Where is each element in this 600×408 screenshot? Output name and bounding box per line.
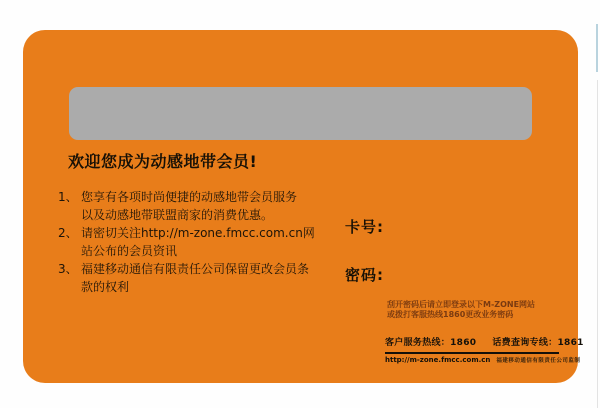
membership-card-back — [23, 30, 584, 383]
term-line: 以及动感地带联盟商家的消费优惠。 — [81, 208, 274, 222]
term-item — [58, 260, 358, 296]
card-footer — [385, 335, 584, 364]
term-line: 站公布的会员资讯 — [81, 244, 178, 258]
card-number-label: 卡号: — [345, 218, 384, 236]
service-hotline-number: 1860 — [450, 338, 477, 348]
term-line: 请密切关注http://m-zone.fmcc.com.cn网 — [81, 226, 315, 240]
term-line: 您享有各项时尚便捷的动感地带会员服务 — [81, 190, 298, 204]
scratch-notice-line: 刮开密码后请立即登录以下M-ZONE网站 — [387, 300, 536, 309]
term-number: 3、 — [58, 262, 78, 276]
scan-edge-artifact — [596, 24, 598, 72]
signature-scratch-stripe — [69, 87, 532, 140]
hotline-line — [385, 335, 584, 348]
credential-fields — [345, 216, 384, 285]
website-url: http://m-zone.fmcc.com.cn — [385, 356, 491, 364]
term-number: 2、 — [58, 226, 78, 240]
website-line — [385, 356, 581, 364]
query-hotline-label: 话费查询专线： — [492, 338, 558, 348]
term-text — [81, 260, 358, 296]
scan-edge-artifact — [597, 80, 598, 408]
term-line: 福建移动通信有限责任公司保留更改会员条 — [81, 262, 310, 276]
term-line: 款的权利 — [81, 280, 130, 294]
term-number: 1、 — [58, 190, 78, 204]
term-item — [58, 224, 358, 260]
term-text — [81, 224, 358, 260]
terms-list — [58, 188, 358, 296]
term-item — [58, 188, 358, 224]
service-hotline-label: 客户服务热线： — [385, 338, 451, 348]
password-label: 密码: — [345, 266, 384, 284]
welcome-title: 欢迎您成为动感地带会员! — [68, 152, 258, 171]
footer-divider — [385, 352, 559, 354]
scratch-notice-line: 或拨打客服热线1860更改业务密码 — [387, 310, 514, 319]
company-fineprint: 福建移动通信有限责任公司监制 — [496, 358, 581, 364]
scratch-notice — [387, 300, 577, 320]
query-hotline-number: 1861 — [557, 338, 584, 348]
term-text — [81, 188, 358, 224]
